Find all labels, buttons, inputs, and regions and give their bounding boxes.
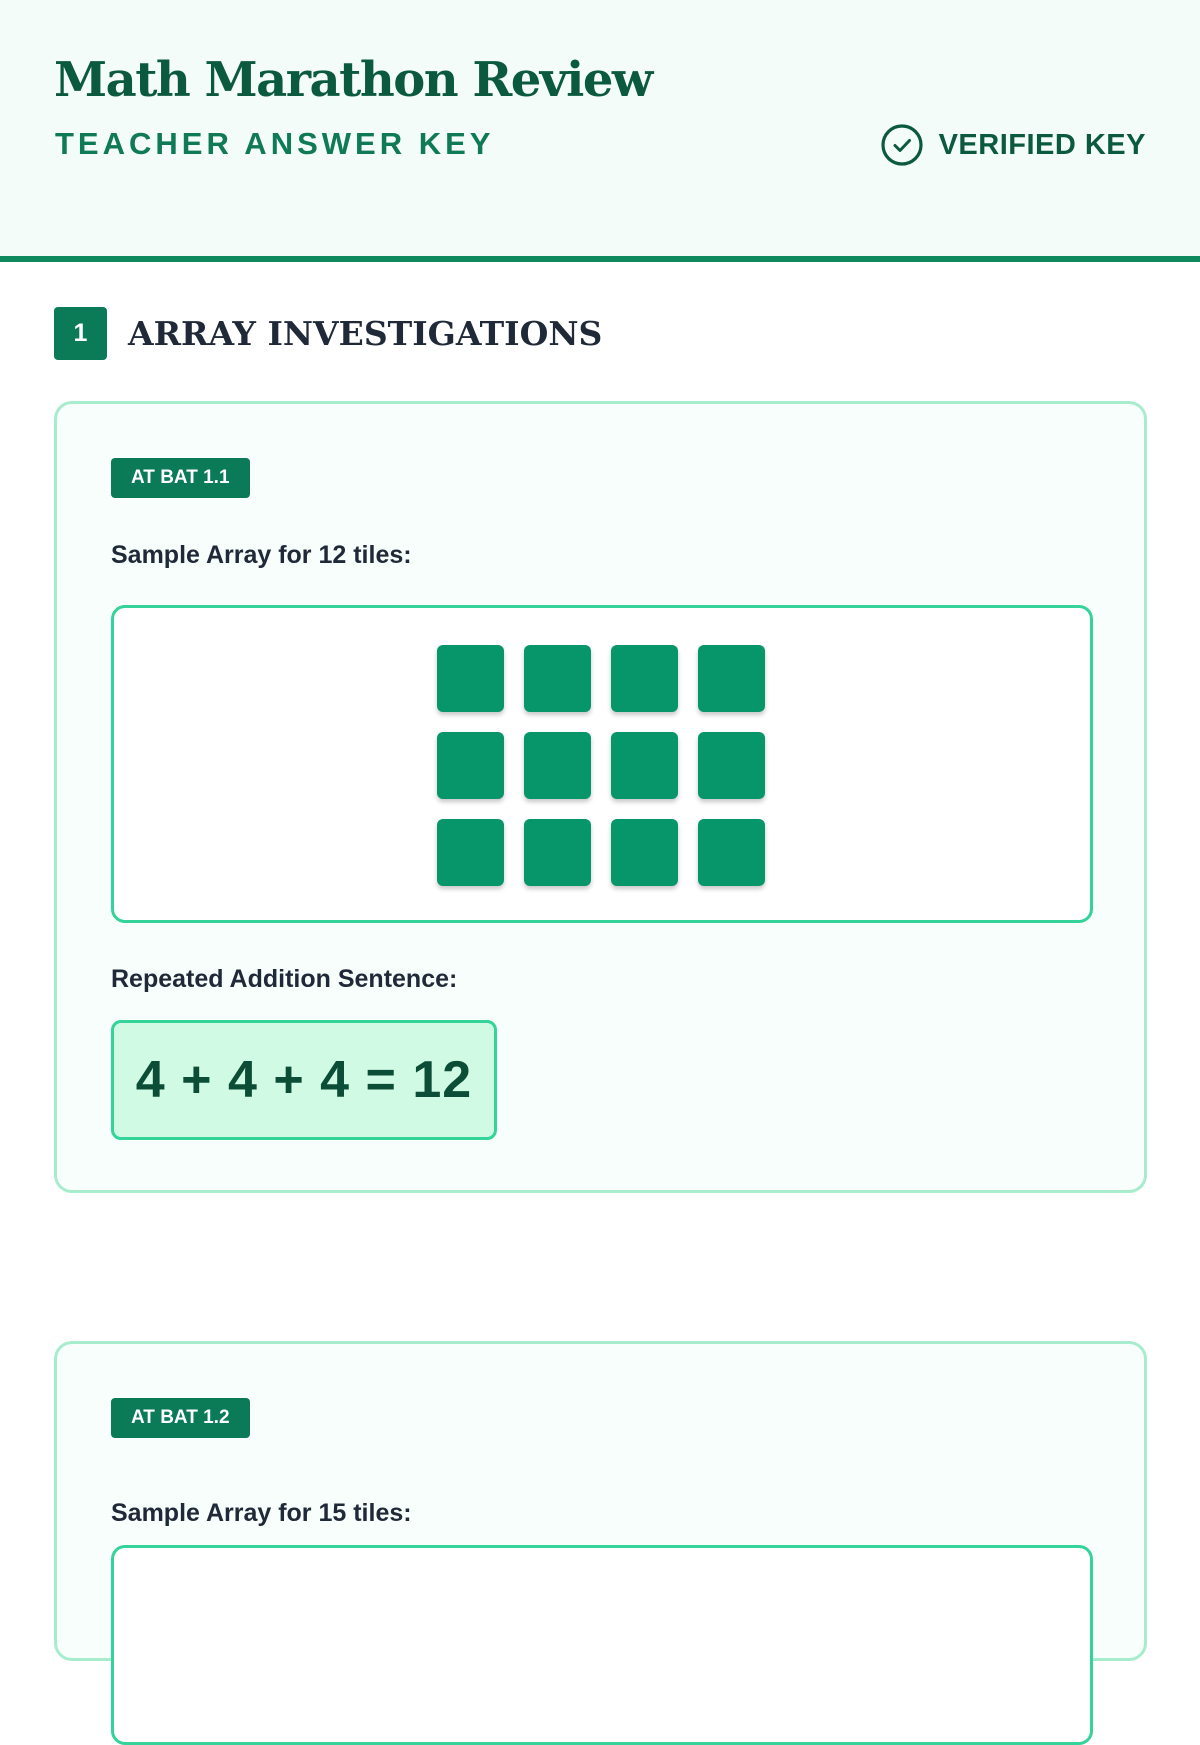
problem-badge: AT BAT 1.1 bbox=[111, 458, 250, 498]
answer-box bbox=[111, 1020, 497, 1140]
array-display bbox=[111, 1545, 1093, 1745]
problem-badge: AT BAT 1.2 bbox=[111, 1398, 250, 1438]
array-tile bbox=[437, 819, 504, 886]
answer-sentence: 4 + 4 + 4 = 12 bbox=[135, 1051, 473, 1109]
array-tile bbox=[524, 819, 591, 886]
page-title: Math Marathon Review bbox=[54, 52, 652, 108]
array-tile bbox=[698, 819, 765, 886]
array-tile bbox=[611, 645, 678, 712]
check-circle-icon bbox=[879, 122, 925, 168]
problem-card bbox=[54, 1341, 1147, 1661]
array-tile bbox=[611, 732, 678, 799]
section-number: 1 bbox=[54, 307, 107, 360]
section-heading bbox=[54, 307, 602, 360]
sentence-prompt: Repeated Addition Sentence: bbox=[111, 965, 458, 993]
array-tile bbox=[437, 645, 504, 712]
verified-badge bbox=[879, 122, 1146, 168]
verified-label: VERIFIED KEY bbox=[938, 128, 1146, 161]
array-tile bbox=[524, 732, 591, 799]
array-tile bbox=[524, 645, 591, 712]
problem-card bbox=[54, 401, 1147, 1193]
section-title: ARRAY INVESTIGATIONS bbox=[128, 314, 603, 353]
page-header bbox=[0, 0, 1200, 262]
tile-grid bbox=[437, 645, 765, 886]
array-tile bbox=[437, 732, 504, 799]
array-display bbox=[111, 605, 1093, 923]
array-prompt: Sample Array for 12 tiles: bbox=[111, 541, 412, 569]
array-tile bbox=[698, 645, 765, 712]
array-prompt: Sample Array for 15 tiles: bbox=[111, 1499, 412, 1527]
page-subtitle: TEACHER ANSWER KEY bbox=[55, 126, 495, 161]
array-tile bbox=[611, 819, 678, 886]
array-tile bbox=[698, 732, 765, 799]
